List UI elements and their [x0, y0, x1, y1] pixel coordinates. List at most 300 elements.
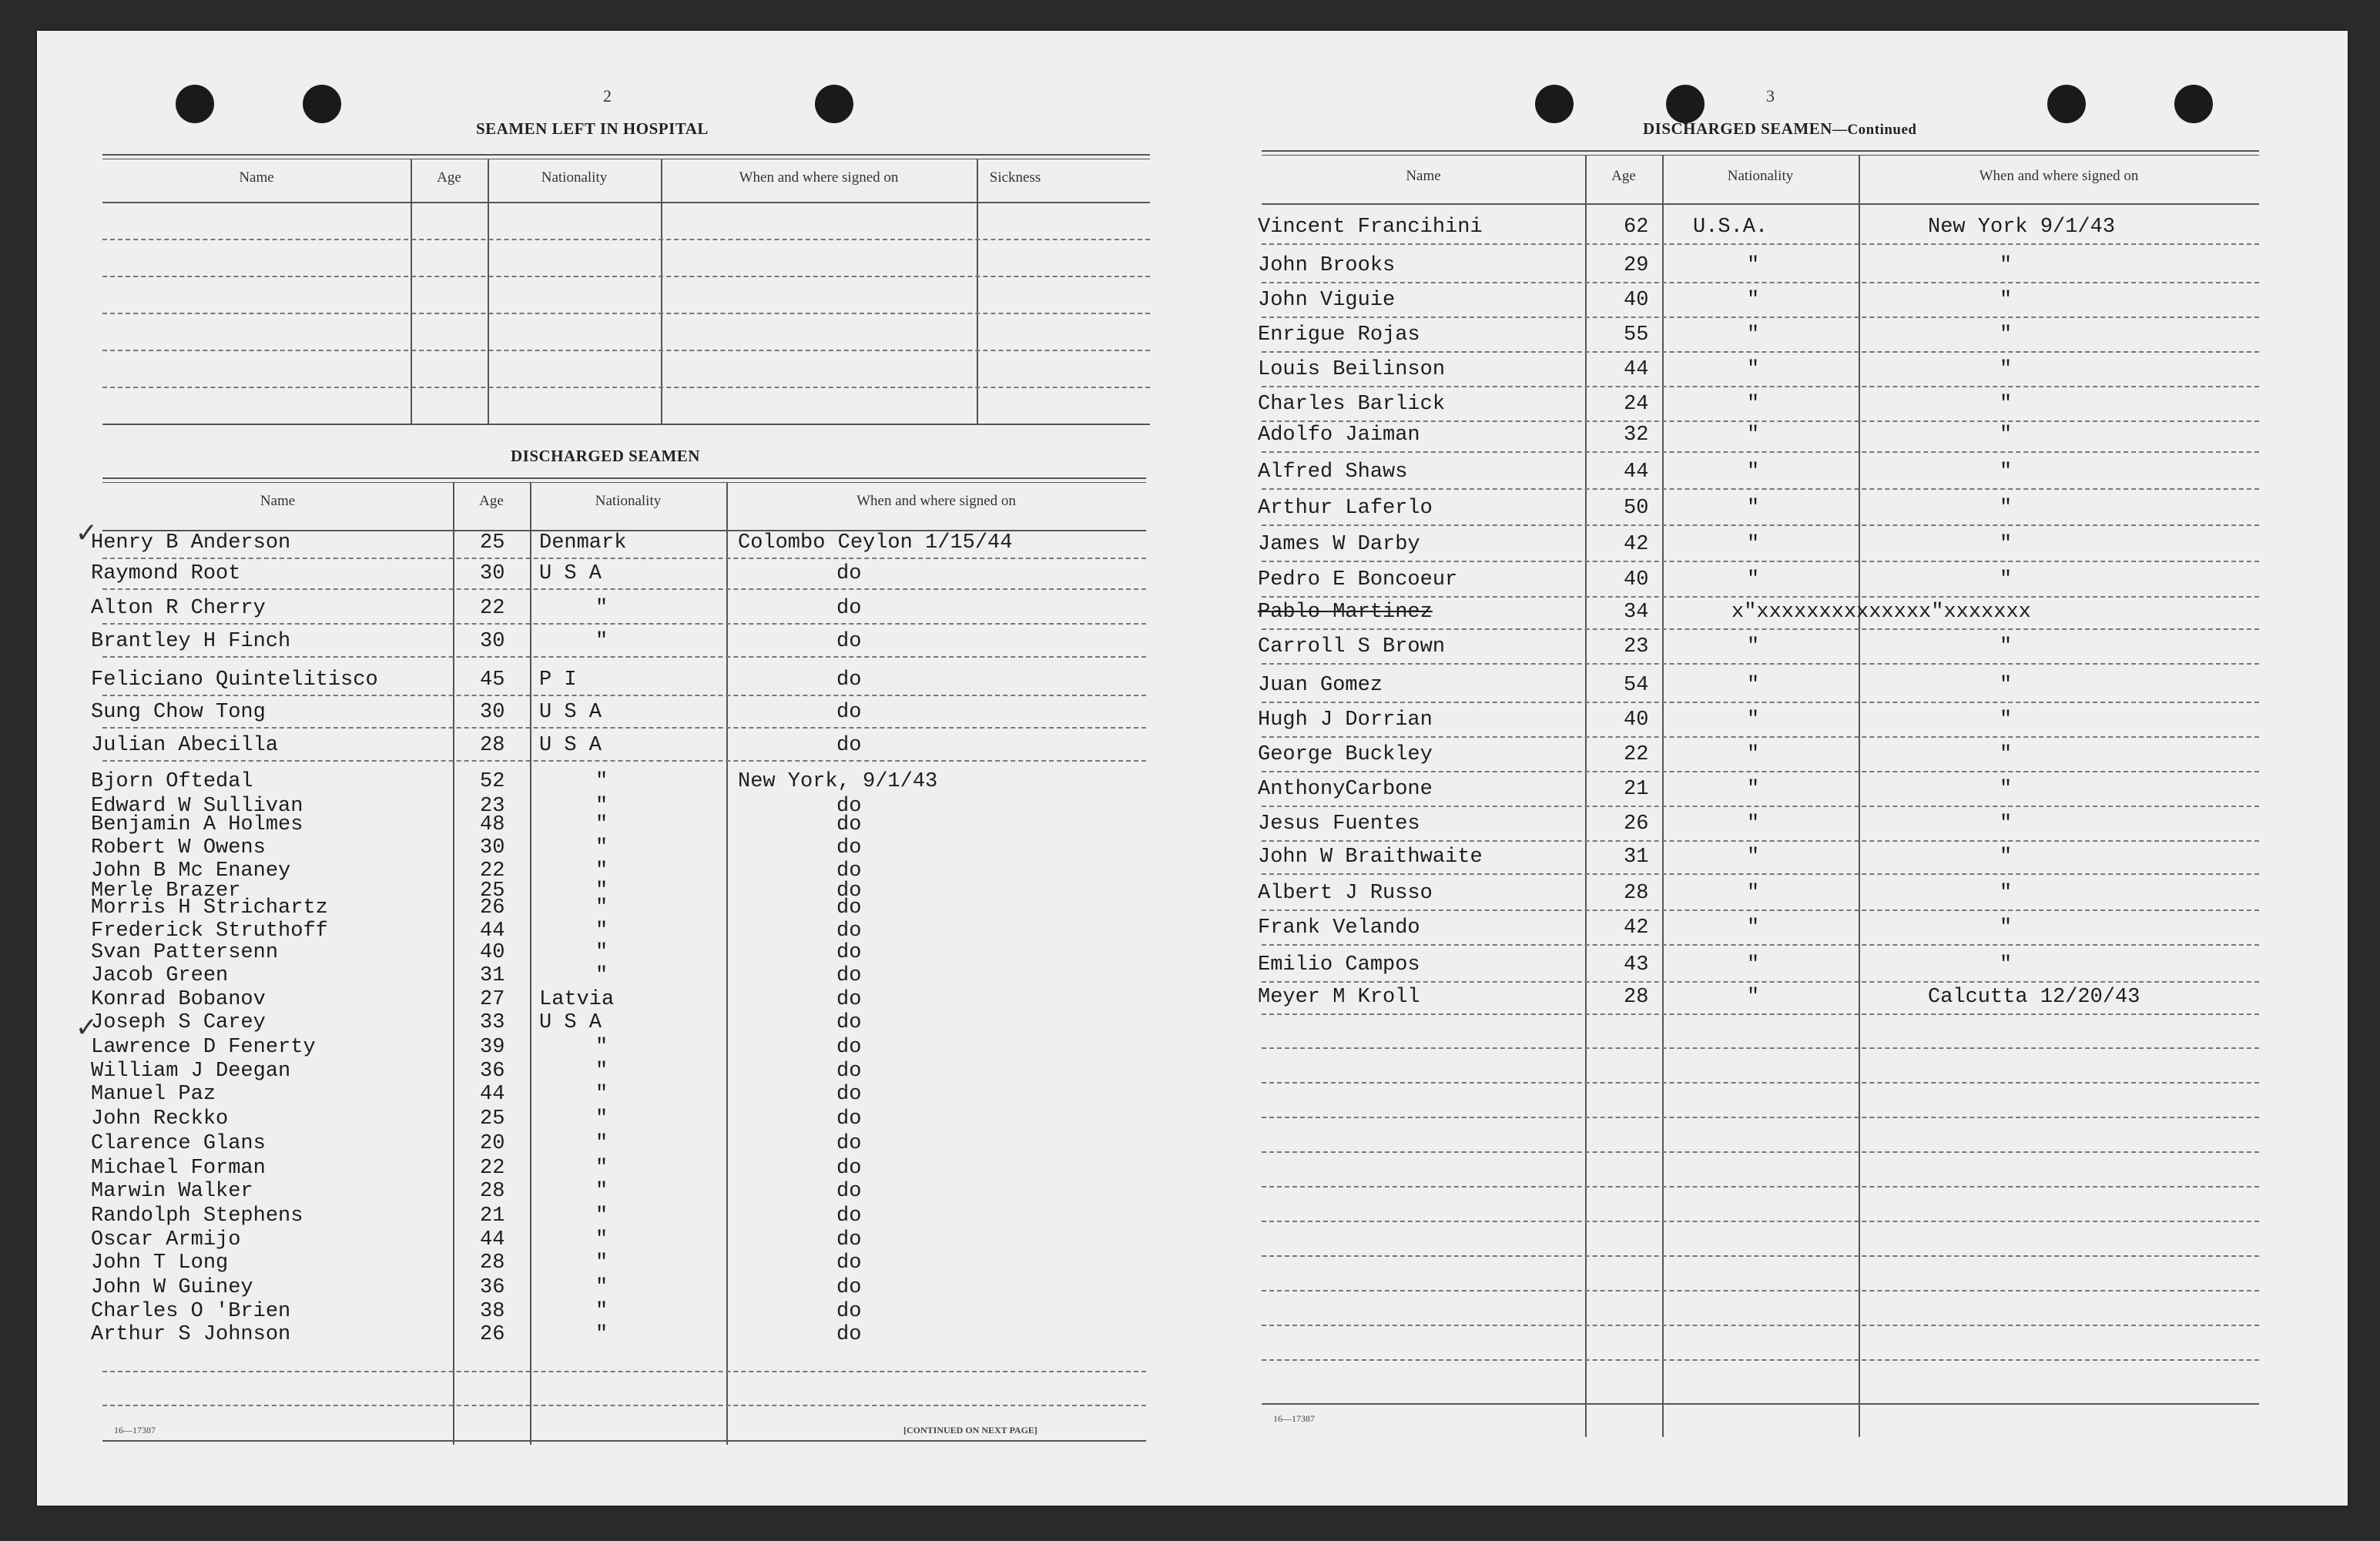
table-rule — [453, 482, 454, 1445]
seaman-nationality: " — [595, 1204, 608, 1228]
seaman-name: John W Braithwaite — [1258, 846, 1483, 869]
seaman-age: 36 — [480, 1276, 505, 1299]
seaman-nationality: " — [595, 1251, 608, 1275]
seaman-age: 44 — [480, 1083, 505, 1106]
row-rule — [1262, 1290, 2259, 1291]
seaman-nationality: " — [595, 836, 608, 859]
table-rule — [102, 424, 1150, 425]
signed-on: do — [836, 964, 862, 987]
seaman-name: John W Guiney — [91, 1276, 253, 1299]
row-rule — [102, 350, 1150, 351]
seaman-name: Svan Pattersenn — [91, 941, 279, 964]
seaman-age: 28 — [480, 1180, 505, 1203]
table-rule — [1662, 155, 1664, 1437]
signed-on: do — [836, 597, 862, 620]
row-rule — [1262, 1117, 2259, 1118]
seaman-age: 31 — [1624, 846, 1649, 869]
column-header: Age — [479, 493, 504, 509]
seaman-age: 25 — [480, 1107, 505, 1131]
seaman-age: 30 — [480, 630, 505, 653]
right-page — [1192, 31, 2348, 1506]
signed-on: do — [836, 668, 862, 692]
seaman-name: Charles O 'Brien — [91, 1300, 291, 1323]
signed-on: do — [836, 1180, 862, 1203]
signed-on: do — [836, 1060, 862, 1083]
seaman-nationality: " — [1747, 533, 1760, 556]
column-header: Name — [260, 493, 296, 509]
seaman-age: 25 — [480, 531, 505, 554]
row-rule — [102, 727, 1146, 729]
seaman-age: 25 — [480, 879, 505, 903]
seaman-nationality: " — [1747, 393, 1760, 416]
seaman-name: George Buckley — [1258, 743, 1433, 766]
seaman-nationality: Denmark — [539, 531, 627, 554]
seaman-age: 23 — [480, 795, 505, 818]
table-rule — [530, 482, 531, 1445]
seaman-age: 32 — [1624, 424, 1649, 447]
column-header: Name — [239, 169, 274, 186]
seaman-nationality: " — [1747, 882, 1760, 905]
row-rule — [1262, 663, 2259, 665]
signed-on: " — [2000, 289, 2013, 312]
row-rule — [102, 239, 1150, 240]
seaman-age: 54 — [1624, 674, 1649, 697]
seaman-age: 40 — [1624, 709, 1649, 732]
seaman-name: Bjorn Oftedal — [91, 770, 253, 793]
seaman-nationality: " — [595, 1083, 608, 1106]
seaman-nationality: " — [595, 879, 608, 903]
row-rule — [1262, 873, 2259, 875]
seaman-name: Lawrence D Fenerty — [91, 1036, 316, 1059]
row-rule — [1262, 806, 2259, 807]
seaman-age: 28 — [480, 734, 505, 757]
column-header: When and where signed on — [739, 169, 899, 186]
seaman-age: 30 — [480, 836, 505, 859]
seaman-age: 43 — [1624, 953, 1649, 977]
seaman-name: Henry B Anderson — [91, 531, 291, 554]
table-rule — [1262, 155, 2259, 156]
seaman-age: 44 — [1624, 358, 1649, 381]
row-rule — [1262, 317, 2259, 318]
column-header: Nationality — [595, 493, 662, 509]
signed-on: " — [2000, 953, 2013, 977]
seaman-nationality: " — [1747, 461, 1760, 484]
row-rule — [1262, 1255, 2259, 1257]
signed-on: do — [836, 813, 862, 836]
column-header: Nationality — [1727, 168, 1794, 184]
seaman-age: 26 — [480, 896, 505, 920]
signed-on: do — [836, 836, 862, 859]
row-rule — [1262, 944, 2259, 946]
seaman-nationality: U.S.A. — [1693, 216, 1768, 239]
column-header: Age — [1611, 168, 1636, 184]
seaman-age: 52 — [480, 770, 505, 793]
signed-on: " — [2000, 533, 2013, 556]
signed-on: do — [836, 859, 862, 883]
seaman-age: 23 — [1624, 635, 1649, 658]
row-rule — [1262, 1013, 2259, 1015]
seaman-name: Alfred Shaws — [1258, 461, 1408, 484]
seaman-age: 21 — [480, 1204, 505, 1228]
table-rule — [102, 202, 1150, 203]
row-rule — [1262, 628, 2259, 630]
seaman-nationality: " — [1747, 846, 1760, 869]
seaman-nationality: " — [1747, 635, 1760, 658]
seaman-nationality: " — [595, 1107, 608, 1131]
row-rule — [1262, 351, 2259, 353]
seaman-age: 24 — [1624, 393, 1649, 416]
signed-on: " — [2000, 393, 2013, 416]
signed-on: do — [836, 988, 862, 1011]
seaman-age: 50 — [1624, 497, 1649, 520]
row-rule — [102, 623, 1146, 625]
seaman-nationality: " — [595, 1036, 608, 1059]
seaman-name: John B Mc Enaney — [91, 859, 291, 883]
seaman-nationality: U S A — [539, 562, 602, 585]
seaman-age: 45 — [480, 668, 505, 692]
seaman-name: Jacob Green — [91, 964, 229, 987]
seaman-nationality: " — [595, 920, 608, 943]
signed-on: do — [836, 920, 862, 943]
table-rule — [661, 159, 662, 424]
seaman-age: 33 — [480, 1011, 505, 1034]
seaman-name: Manuel Paz — [91, 1083, 216, 1106]
signed-on: do — [836, 896, 862, 920]
column-header: Sickness — [989, 169, 1041, 186]
seaman-nationality: " — [1747, 986, 1760, 1009]
seaman-age: 40 — [1624, 289, 1649, 312]
seaman-age: 39 — [480, 1036, 505, 1059]
seaman-nationality: " — [595, 813, 608, 836]
seaman-nationality: x"xxxxxxxxxxxxxx"xxxxxxx — [1731, 601, 2031, 624]
signed-on: do — [836, 1157, 862, 1180]
seaman-nationality: " — [595, 941, 608, 964]
signed-on: do — [836, 1204, 862, 1228]
seaman-name: Jesus Fuentes — [1258, 812, 1420, 836]
row-rule — [1262, 1359, 2259, 1361]
signed-on: " — [2000, 424, 2013, 447]
signed-on: " — [2000, 812, 2013, 836]
seaman-age: 22 — [480, 859, 505, 883]
table-rule — [726, 482, 728, 1445]
row-rule — [1262, 1325, 2259, 1326]
signed-on: " — [2000, 461, 2013, 484]
seaman-name: Meyer M Kroll — [1258, 986, 1420, 1009]
row-rule — [1262, 488, 2259, 490]
column-header: When and where signed on — [1979, 168, 2139, 184]
row-rule — [102, 1371, 1146, 1372]
signed-on: New York, 9/1/43 — [738, 770, 938, 793]
left-page — [37, 31, 1192, 1506]
row-rule — [1262, 451, 2259, 453]
form-number: 16—17387 — [114, 1425, 156, 1435]
seaman-age: 26 — [480, 1323, 505, 1346]
seaman-name: Frank Velando — [1258, 916, 1420, 940]
seaman-age: 30 — [480, 701, 505, 724]
seaman-nationality: " — [595, 630, 608, 653]
seaman-age: 36 — [480, 1060, 505, 1083]
hospital-section-title: SEAMEN LEFT IN HOSPITAL — [476, 119, 709, 138]
seaman-name: Joseph S Carey — [91, 1011, 266, 1034]
seaman-name: Charles Barlick — [1258, 393, 1446, 416]
table-rule — [102, 477, 1146, 479]
seaman-age: 44 — [480, 920, 505, 943]
seaman-nationality: " — [1747, 674, 1760, 697]
signed-on: do — [836, 562, 862, 585]
seaman-name: Brantley H Finch — [91, 630, 291, 653]
seaman-nationality: " — [1747, 916, 1760, 940]
signed-on: do — [836, 1228, 862, 1251]
seaman-name: Randolph Stephens — [91, 1204, 303, 1228]
discharged-section-title: DISCHARGED SEAMEN — [511, 447, 700, 465]
row-rule — [1262, 702, 2259, 703]
seaman-name: William J Deegan — [91, 1060, 291, 1083]
seaman-name: John Reckko — [91, 1107, 229, 1131]
signed-on: " — [2000, 674, 2013, 697]
column-header: Age — [437, 169, 461, 186]
seaman-name: John Brooks — [1258, 254, 1396, 277]
row-rule — [102, 387, 1150, 388]
seaman-nationality: " — [595, 1180, 608, 1203]
signed-on: do — [836, 1083, 862, 1106]
signed-on: do — [836, 879, 862, 903]
seaman-name: Feliciano Quintelitisco — [91, 668, 378, 692]
row-rule — [102, 695, 1146, 696]
seaman-age: 20 — [480, 1132, 505, 1155]
table-rule — [1262, 1403, 2259, 1405]
signed-on: do — [836, 795, 862, 818]
column-header: When and where signed on — [856, 493, 1016, 509]
signed-on: " — [2000, 254, 2013, 277]
signed-on: New York 9/1/43 — [1928, 216, 2116, 239]
struck-seaman-name: Pablo Martinez — [1258, 601, 1433, 624]
seaman-nationality: " — [595, 770, 608, 793]
seaman-name: Clarence Glans — [91, 1132, 266, 1155]
row-rule — [1262, 561, 2259, 562]
signed-on: " — [2000, 635, 2013, 658]
seaman-nationality: " — [1747, 289, 1760, 312]
column-header: Nationality — [541, 169, 608, 186]
signed-on: " — [2000, 497, 2013, 520]
seaman-age: 42 — [1624, 533, 1649, 556]
section-title-suffix: —Continued — [1832, 122, 1917, 138]
signed-on: do — [836, 1036, 862, 1059]
seaman-name: Juan Gomez — [1258, 674, 1383, 697]
row-rule — [1262, 771, 2259, 772]
seaman-age: 27 — [480, 988, 505, 1011]
seaman-age: 28 — [480, 1251, 505, 1275]
table-rule — [1262, 150, 2259, 152]
row-rule — [1262, 1082, 2259, 1084]
row-rule — [1262, 910, 2259, 911]
signed-on: " — [2000, 778, 2013, 801]
table-rule — [1262, 203, 2259, 205]
signed-on: " — [2000, 882, 2013, 905]
row-rule — [102, 656, 1146, 658]
seaman-name: Emilio Campos — [1258, 953, 1420, 977]
check-mark-icon: ✓ — [77, 1012, 96, 1047]
table-rule — [102, 1440, 1146, 1442]
form-number: 16—17387 — [1273, 1413, 1315, 1424]
seaman-name: Arthur S Johnson — [91, 1323, 291, 1346]
seaman-name: Julian Abecilla — [91, 734, 279, 757]
seaman-nationality: " — [595, 1060, 608, 1083]
seaman-name: Oscar Armijo — [91, 1228, 241, 1251]
seaman-nationality: Latvia — [539, 988, 615, 1011]
signed-on: " — [2000, 846, 2013, 869]
signed-on: do — [836, 1107, 862, 1131]
section-title — [1643, 119, 1916, 139]
row-rule — [1262, 840, 2259, 842]
signed-on: do — [836, 941, 862, 964]
document-sheet — [37, 31, 2348, 1506]
seaman-nationality: U S A — [539, 1011, 602, 1034]
seaman-age: 30 — [480, 562, 505, 585]
seaman-name: Robert W Owens — [91, 836, 266, 859]
seaman-name: Morris H Strichartz — [91, 896, 328, 920]
seaman-nationality: " — [595, 896, 608, 920]
row-rule — [102, 1405, 1146, 1406]
seaman-name: Edward W Sullivan — [91, 795, 303, 818]
table-rule — [488, 159, 489, 424]
table-rule — [1859, 155, 1860, 1437]
check-mark-icon: ✓ — [77, 518, 96, 552]
seaman-nationality: P I — [539, 668, 577, 692]
row-rule — [1262, 420, 2259, 422]
seaman-nationality: U S A — [539, 734, 602, 757]
seaman-nationality: " — [1747, 812, 1760, 836]
seaman-nationality: " — [595, 1276, 608, 1299]
seaman-name: Louis Beilinson — [1258, 358, 1446, 381]
signed-on: do — [836, 1300, 862, 1323]
seaman-name: Raymond Root — [91, 562, 241, 585]
seaman-nationality: " — [1747, 953, 1760, 977]
seaman-name: Frederick Struthoff — [91, 920, 328, 943]
seaman-age: 62 — [1624, 216, 1649, 239]
seaman-age: 31 — [480, 964, 505, 987]
section-title-text: DISCHARGED SEAMEN — [1643, 119, 1832, 138]
seaman-nationality: " — [1747, 323, 1760, 347]
table-rule — [411, 159, 412, 424]
seaman-age: 48 — [480, 813, 505, 836]
signed-on: " — [2000, 709, 2013, 732]
seaman-nationality: " — [1747, 568, 1760, 591]
seaman-name: Adolfo Jaiman — [1258, 424, 1420, 447]
seaman-age: 26 — [1624, 812, 1649, 836]
signed-on: do — [836, 1251, 862, 1275]
seaman-age: 29 — [1624, 254, 1649, 277]
seaman-name: John T Long — [91, 1251, 229, 1275]
seaman-name: Marwin Walker — [91, 1180, 253, 1203]
row-rule — [102, 760, 1146, 762]
signed-on: " — [2000, 743, 2013, 766]
seaman-name: Pedro E Boncoeur — [1258, 568, 1458, 591]
signed-on: " — [2000, 323, 2013, 347]
seaman-age: 55 — [1624, 323, 1649, 347]
seaman-nationality: " — [1747, 743, 1760, 766]
row-rule — [1262, 981, 2259, 983]
table-rule — [1585, 155, 1587, 1437]
signed-on: Colombo Ceylon 1/15/44 — [738, 531, 1013, 554]
seaman-name: Sung Chow Tong — [91, 701, 266, 724]
seaman-age: 22 — [480, 597, 505, 620]
row-rule — [1262, 524, 2259, 526]
seaman-nationality: " — [1747, 709, 1760, 732]
signed-on: do — [836, 1323, 862, 1346]
row-rule — [1262, 1221, 2259, 1222]
seaman-age: 38 — [480, 1300, 505, 1323]
seaman-nationality: " — [1747, 497, 1760, 520]
seaman-name: Arthur Laferlo — [1258, 497, 1433, 520]
row-rule — [102, 276, 1150, 277]
signed-on: do — [836, 701, 862, 724]
seaman-name: Hugh J Dorrian — [1258, 709, 1433, 732]
seaman-name: James W Darby — [1258, 533, 1420, 556]
seaman-age: 21 — [1624, 778, 1649, 801]
seaman-nationality: " — [1747, 778, 1760, 801]
seaman-name: John Viguie — [1258, 289, 1396, 312]
seaman-age: 40 — [1624, 568, 1649, 591]
row-rule — [1262, 282, 2259, 283]
seaman-age: 22 — [1624, 743, 1649, 766]
row-rule — [102, 558, 1146, 559]
seaman-name: Benjamin A Holmes — [91, 813, 303, 836]
seaman-nationality: " — [595, 1157, 608, 1180]
row-rule — [1262, 736, 2259, 738]
seaman-nationality: " — [595, 1300, 608, 1323]
signed-on: do — [836, 1011, 862, 1034]
seaman-age: 28 — [1624, 882, 1649, 905]
signed-on: do — [836, 1276, 862, 1299]
seaman-age: 34 — [1624, 601, 1649, 624]
signed-on: " — [2000, 916, 2013, 940]
row-rule — [102, 313, 1150, 314]
page-number: 2 — [603, 86, 612, 106]
column-header: Name — [1406, 168, 1441, 184]
seaman-nationality: " — [595, 597, 608, 620]
seaman-nationality: " — [1747, 424, 1760, 447]
signed-on: " — [2000, 568, 2013, 591]
row-rule — [1262, 1151, 2259, 1153]
seaman-age: 44 — [1624, 461, 1649, 484]
seaman-name: Merle Brazer — [91, 879, 241, 903]
signed-on: " — [2000, 358, 2013, 381]
row-rule — [1262, 243, 2259, 245]
seaman-nationality: U S A — [539, 701, 602, 724]
continued-note: [CONTINUED ON NEXT PAGE] — [903, 1425, 1037, 1435]
page-number: 3 — [1766, 86, 1775, 106]
table-rule — [102, 154, 1150, 156]
seaman-name: Alton R Cherry — [91, 597, 266, 620]
row-rule — [102, 588, 1146, 590]
signed-on: do — [836, 630, 862, 653]
seaman-nationality: " — [595, 1132, 608, 1155]
seaman-nationality: " — [1747, 358, 1760, 381]
row-rule — [1262, 386, 2259, 387]
row-rule — [1262, 1186, 2259, 1188]
seaman-name: Michael Forman — [91, 1157, 266, 1180]
seaman-age: 40 — [480, 941, 505, 964]
seaman-nationality: " — [595, 795, 608, 818]
seaman-name: AnthonyCarbone — [1258, 778, 1433, 801]
seaman-name: Vincent Francihini — [1258, 216, 1483, 239]
seaman-name: Carroll S Brown — [1258, 635, 1446, 658]
signed-on: do — [836, 1132, 862, 1155]
seaman-name: Enrigue Rojas — [1258, 323, 1420, 347]
seaman-nationality: " — [595, 964, 608, 987]
seaman-nationality: " — [595, 1323, 608, 1346]
table-rule — [102, 482, 1146, 483]
